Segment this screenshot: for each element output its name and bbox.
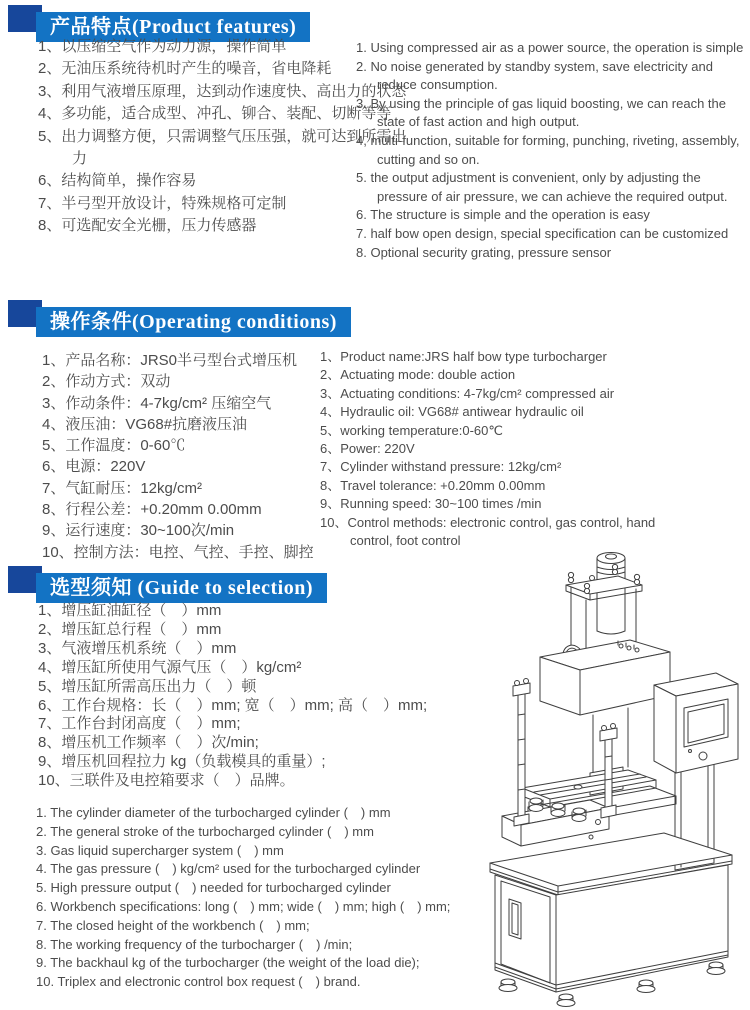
list-item: 10、控制方法：电控、气控、手控、脚控	[42, 543, 314, 561]
list-item: 6. The structure is simple and the operation is easy	[356, 207, 650, 223]
list-item: 3. By using the principle of gas liquid boosting, we can reach the state of fast action and high output.	[356, 95, 727, 130]
list-item: 7、半弓型开放设计，特殊规格可定制	[38, 194, 287, 212]
cabinet	[490, 833, 732, 992]
list-item: 7、Cylinder withstand pressure: 12kg/cm²	[320, 459, 562, 475]
list-item: 3、作动条件：4-7kg/cm² 压缩空气	[42, 394, 272, 412]
list-item: 4、液压油：VG68#抗磨液压油	[42, 415, 248, 433]
list-item: 8、Travel tolerance: +0.20mm 0.00mm	[320, 477, 546, 493]
list-item: 9、运行速度：30~100次/min	[42, 522, 235, 540]
list-item: 4, multi-function, suitable for forming, punching, riveting, assembly, cutting and so on.	[356, 132, 740, 167]
control-box	[654, 673, 738, 773]
list-item: 2、无油压系统待机时产生的噪音，省电降耗	[38, 60, 332, 78]
list-item: 10、Control methods: electronic control, gas control, hand control, foot control	[320, 514, 656, 549]
control-knob	[699, 752, 707, 760]
section-title-conditions: 操作条件(Operating conditions)	[36, 307, 351, 337]
cabinet-door-handle	[509, 899, 521, 939]
features-list-en	[356, 39, 750, 262]
list-item: 1、以压缩空气作为动力源，操作简单	[38, 38, 287, 55]
list-item: 8、增压机工作频率（ ）次/min;	[38, 734, 259, 752]
list-item: 9、增压机回程拉力 kg（负载模具的重量）;	[38, 753, 326, 771]
list-item: 5、工作温度：0-60℃	[42, 437, 186, 455]
list-item: 5、出力调整方便，只需调整气压压强，就可达到所需出力	[38, 127, 407, 168]
list-item: 4、增压缸所使用气源气压（ ）kg/cm²	[38, 658, 302, 676]
list-item: 5、working temperature:0-60℃	[320, 422, 503, 438]
list-item: 3、气液增压机系统（ ）mm	[38, 639, 237, 657]
conditions-list-cn	[42, 350, 342, 563]
selection-list-en	[36, 804, 488, 992]
list-item: 4、多功能，适合成型、冲孔、铆合、装配、切断等等	[38, 105, 392, 123]
list-item: 2. The general stroke of the turbocharged cylinder ( ) mm	[36, 823, 374, 839]
list-item: 6、结构简单，操作容易	[38, 172, 197, 190]
list-item: 9、Running speed: 30~100 times /min	[320, 496, 542, 512]
list-item: 6. Workbench specifications: long ( ) mm; wide ( ) mm; high ( ) mm;	[36, 898, 451, 914]
list-item: 9. The backhaul kg of the turbocharger (the weight of the load die);	[36, 955, 420, 971]
selection-list-cn	[38, 602, 498, 791]
list-item: 7、工作台封闭高度（ ）mm;	[38, 715, 241, 733]
list-item: 2、增压缸总行程（ ）mm	[38, 620, 222, 638]
list-item: 7. half bow open design, special specification can be customized	[356, 225, 729, 241]
section-title-features: 产品特点(Product features)	[36, 12, 310, 42]
list-item: 4、Hydraulic oil: VG68# antiwear hydraulic oil	[320, 404, 584, 420]
list-item: 5、增压缸所需高压出力（ ）顿	[38, 677, 257, 695]
list-item: 8. The working frequency of the turbocharger ( ) /min;	[36, 936, 353, 952]
list-item: 5. the output adjustment is convenient, only by adjusting the pressure of air pressure, we can achieve the required output.	[356, 170, 728, 204]
list-item: 2、Actuating mode: double action	[320, 367, 516, 383]
list-item: 4. The gas pressure ( ) kg/cm² used for the turbocharged cylinder	[36, 861, 421, 877]
list-item: 2. No noise generated by standby system, save electricity and reduce consumption.	[356, 58, 713, 93]
list-item: 8. Optional security grating, pressure sensor	[356, 244, 612, 260]
list-item: 8、可选配安全光栅，压力传感器	[38, 217, 257, 235]
list-item: 1. The cylinder diameter of the turbocharged cylinder ( ) mm	[36, 805, 391, 820]
features-list-cn	[38, 36, 408, 238]
list-item: 7、气缸耐压：12kg/cm²	[42, 479, 203, 497]
list-item: 1、产品名称：JRS0半弓型台式增压机	[42, 352, 298, 369]
list-item: 3. Gas liquid supercharger system ( ) mm	[36, 842, 284, 858]
list-item: 1、Product name:JRS half bow type turbocharger	[320, 349, 607, 364]
conditions-list-en	[320, 348, 700, 550]
list-item: 5. High pressure output ( ) needed for turbocharged cylinder	[36, 880, 391, 896]
list-item: 6、Power: 220V	[320, 441, 415, 457]
section-title-selection: 选型须知 (Guide to selection)	[36, 573, 327, 603]
list-item: 10. Triplex and electronic control box request ( ) brand.	[36, 974, 361, 990]
list-item: 7. The closed height of the workbench ( ) mm;	[36, 917, 310, 933]
list-item: 8、行程公差：+0.20mm 0.00mm	[42, 501, 262, 519]
list-item: 1、增压缸油缸径（ ）mm	[38, 602, 222, 619]
list-item: 3、利用气液增压原理，达到动作速度快、高出力的状态	[38, 82, 407, 100]
machine-isometric-drawing	[478, 545, 750, 1010]
head-housing	[540, 640, 670, 715]
list-item: 1. Using compressed air as a power source, the operation is simple	[356, 40, 744, 55]
list-item: 10、三联件及电控箱要求（ ）品牌。	[38, 772, 295, 790]
list-item: 3、Actuating conditions: 4-7kg/cm² compressed air	[320, 385, 615, 401]
list-item: 6、工作台规格：长（ ）mm; 宽（ ）mm; 高（ ）mm;	[38, 696, 428, 714]
light-curtain-left	[513, 679, 530, 827]
list-item: 2、作动方式：双动	[42, 373, 171, 391]
list-item: 6、电源：220V	[42, 458, 146, 476]
